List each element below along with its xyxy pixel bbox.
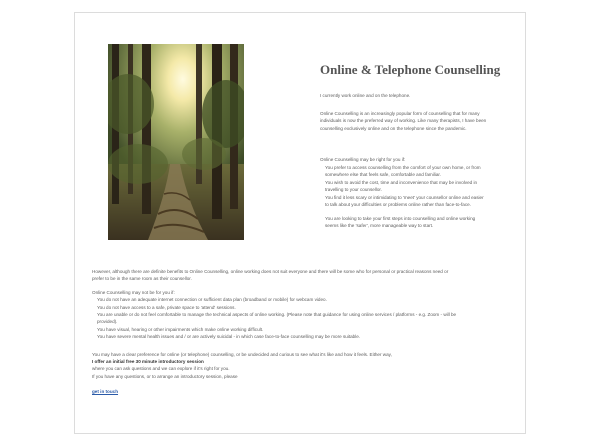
not-list-item: You have visual, hearing or other impairments which make online working difficult. — [97, 326, 264, 332]
list-item: You wish to avoid the cost, time and inconvenience that may be involved in — [325, 179, 478, 185]
right-column — [320, 50, 506, 230]
list-item: somewhere else that feels safe, comfortable and familiar. — [325, 172, 441, 177]
however-line: prefer to be in the same room as their counsellor. — [92, 276, 192, 282]
not-heading: Online Counselling may not be for you if: — [92, 289, 175, 295]
offer-text: I offer an initial free 30 minute introductory session — [92, 359, 204, 365]
not-list-item: You do not have an adequate internet connection or sufficient data plan (broadband or mobile) for webcam video. — [97, 297, 327, 303]
list-item: You are looking to take your first steps into counselling and online working — [325, 215, 476, 221]
list-item: to talk about your difficulties or problems online rather than face-to-face. — [325, 202, 471, 207]
not-list-item: provided). — [97, 319, 118, 325]
paragraph-line: counselling exclusively online and on the telephone since the pandemic. — [320, 125, 467, 131]
paragraph-line: Online Counselling is an increasingly popular form of counselling that for many — [320, 110, 480, 116]
list-item: travelling to your counsellor. — [325, 187, 382, 192]
list-item: You find it less scary or intimidating to 'meet' your counsellor online and easier — [325, 194, 484, 200]
forest-path-sunlight-image — [108, 44, 244, 240]
bottom-section — [92, 268, 512, 398]
list-item: seems like the 'safer', more manageable way to start. — [325, 223, 434, 228]
list-item: You prefer to access counselling from the comfort of your own home, or from — [325, 164, 481, 170]
however-line: However, although there are definite benefits to Online Counselling, online working does not suit everyone and there will be some who for personal or practical reasons need or — [92, 269, 449, 274]
not-list-item: You are unable or do not feel comfortable to manage the technical aspects of online working. (Please note that guidance for using online services / platforms - e.g. Zoom - will be — [97, 312, 457, 318]
paragraph-line: individuals is now the preferred way of working. Like many therapists, I have been — [320, 118, 487, 123]
intro-text: I currently work online and on the telephone. — [320, 93, 411, 98]
page-title: Online & Telephone Counselling — [320, 62, 501, 77]
closing-line: You may have a clear preference for online (or telephone) counselling, or be undecided and curious to see what it's like and how it feels. Either way, — [92, 351, 392, 357]
get-in-touch-link[interactable]: get in touch — [92, 389, 119, 395]
not-list-item: You do not have access to a safe, private space to 'attend' sessions. — [97, 304, 236, 310]
closing-line: If you have any questions, or to arrange an introductory session, please — [92, 373, 238, 379]
not-list-item: You have severe mental health issues and / or are actively suicidal - in which case face-to-face counselling may be more suitable. — [97, 334, 361, 340]
right-heading: Online Counselling may be right for you if: — [320, 157, 406, 162]
closing-line: where you can ask questions and we can explore if it's right for you. — [92, 366, 230, 372]
